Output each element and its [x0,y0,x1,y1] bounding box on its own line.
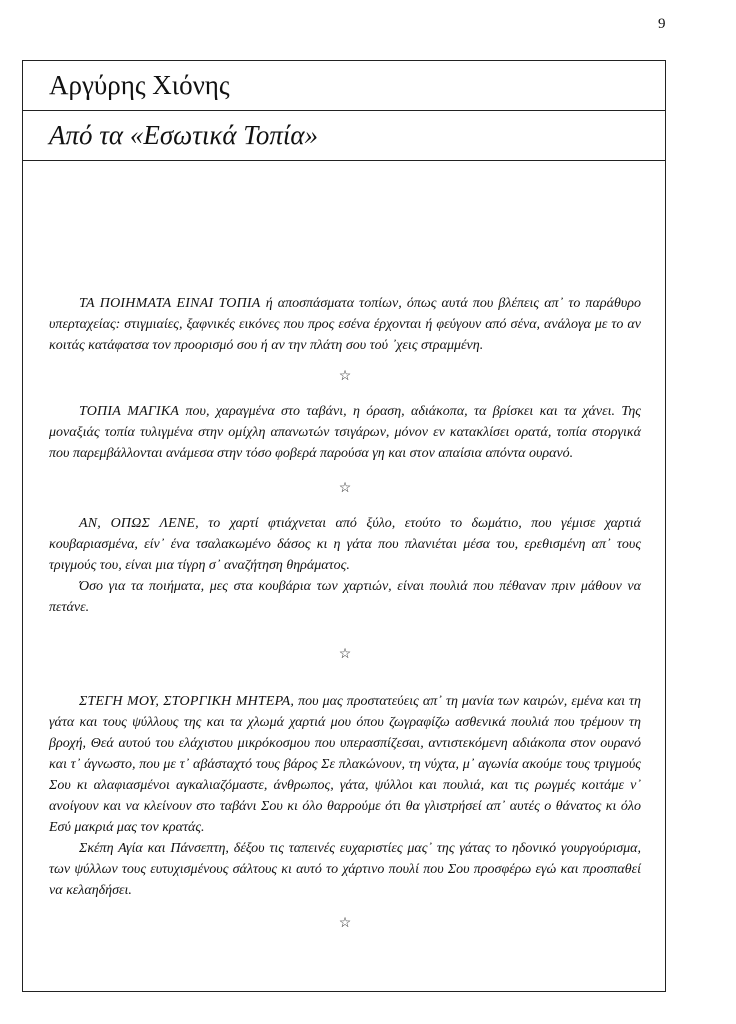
page-number: 9 [658,16,666,32]
paragraph: Σκέπη Αγία και Πάνσεπτη, δέξου τις ταπεινές ευχαριστίες μας᾽ της γάτας το ηδονικό γουργούρισμα, των ψύλλων τους ευτυχισμένους σάλτους κι αυτό το χάρτινο πουλί που Σου προσφέρω εγώ και προσπαθεί να κελαηδήσει. [49,841,641,898]
article-frame [22,60,666,992]
lead-phrase: ΑΝ, ΟΠΩΣ ΛΕΝΕ, [79,516,199,531]
paragraph [49,691,641,838]
paragraph [49,293,641,356]
lead-phrase: ΣΤΕΓΗ ΜΟΥ, ΣΤΟΡΓΙΚΗ ΜΗΤΕΡΑ, [79,694,295,709]
title-header [23,111,665,161]
paragraph [49,513,641,576]
paragraph [49,401,641,464]
poem-body [49,293,641,934]
author-name: Αργύρης Χιόνης [49,70,230,100]
paragraph-text: που, χαραγμένα στο ταβάνι, η όραση, αδιάκοπα, τα βρίσκει και τα χάνει. Της μοναξιάς τοπία τυλιγμένα στην ομίχλη απανωτών τσιγάρων, μόνον εν κατακλίσει ορατά, τοπία στοργικά που παρεμβάλλονται ανάμεσα στην τόσο φοβερά παρούσα γη και στον απαίσια απόντα ουρανό. [49,404,641,461]
star-separator-icon: ☆ [338,916,352,931]
paragraph-text: το χαρτί φτιάχνεται από ξύλο, ετούτο το δωμάτιο, που γέμισε χαρτιά κουβαριασμένα, είν᾽ ένα τσαλακωμένο δάσος κι η γάτα που πλανιέται μέσα του, ερεθισμένη απ᾽ τους τριγμούς του, είναι μια τίγρη σ᾽ αναζήτηση θηράματος. [49,516,642,573]
prose-poem-4 [49,691,641,901]
prose-poem-2 [49,401,641,464]
paragraph-text: ή αποσπάσματα τοπίων, όπως αυτά που βλέπεις απ᾽ το παράθυρο υπερταχείας: στιγμιαίες, ξαφνικές εικόνες που προς εσένα έρχονται ή φεύγουν από σένα, ανάλογα με το αν κοιτάς κατάφατσα τον προορισμό σου ή αν την πλάτη σου τού ᾽χεις στραμμένη. [49,296,641,353]
prose-poem-3 [49,513,641,618]
star-separator-icon: ☆ [338,647,352,662]
article-title: Από τα «Εσωτικά Τοπία» [49,120,319,150]
star-separator-icon: ☆ [338,481,352,496]
paragraph-text: που μας προστατεύεις απ᾽ τη μανία των καιρών, εμένα και τη γάτα και τους ψύλλους της και τα χλωμά χαρτιά μου όπου ζωγραφίζω ασθενικά πουλιά που τρέμουν τη βροχή, Θεά αυτού του ελάχιστου μικρόκοσμου που υπερασπίζεσαι, αντιστεκόμενη αδιάκοπα στον ουρανό και τ᾽ άγνωστο, που με τ᾽ αβάσταχτό τους βάρος Σε πλακώνουν, τη νύχτα, μ᾽ αγωνία ακούμε τους τριγμούς Σου κι αλαφιασμένοι αγκαλιαζόμαστε, άνθρωπος, γάτα, ψύλλοι και πουλιά, και τις ρωγμές κοιτάμε ν᾽ ανοίγουν και να κλείνουν στο ταβάνι Σου κι όλο θαρρούμε ότι θα γλιστρήσεί απ᾽ αυτές ο θάνατος κι όλο Εσύ μακριά μας τον κρατάς. [49,694,641,835]
prose-poem-1 [49,293,641,356]
lead-phrase: ΤΑ ΠΟΙΗΜΑΤΑ ΕΙΝΑΙ ΤΟΠΙΑ [79,296,261,311]
lead-phrase: ΤΟΠΙΑ ΜΑΓΙΚΑ [79,404,180,419]
paragraph: Όσο για τα ποιήματα, μες στα κουβάρια των χαρτιών, είναι πουλιά που πέθαναν πριν μάθουν να πετάνε. [49,579,641,615]
author-header [23,61,665,111]
star-separator-icon: ☆ [338,369,352,384]
